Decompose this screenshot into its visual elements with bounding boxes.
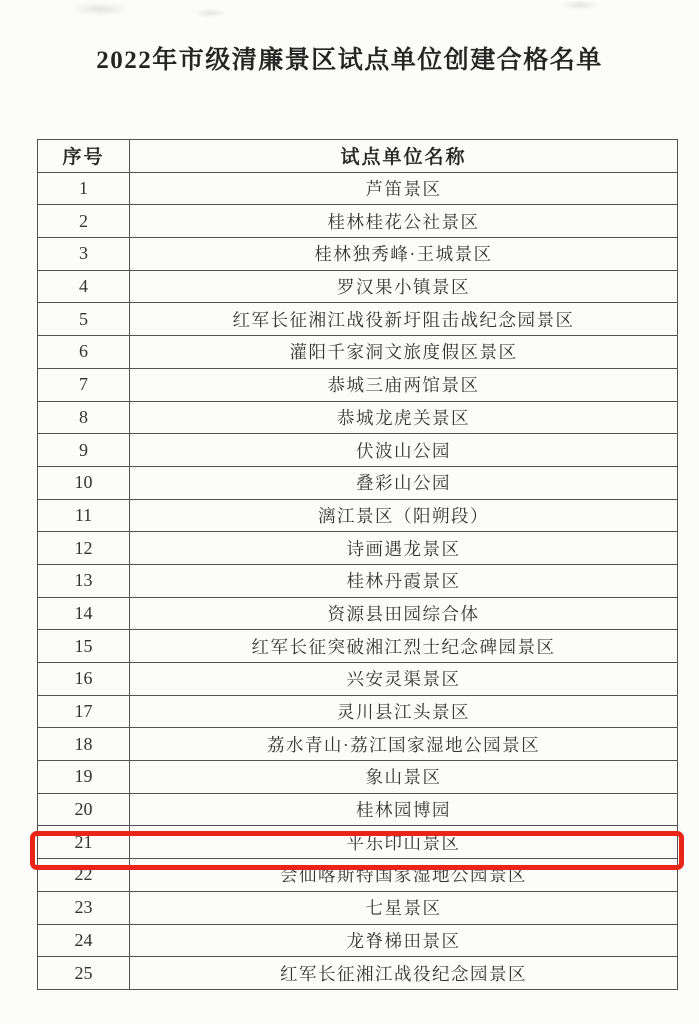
row-number-cell: 18: [38, 728, 130, 761]
row-number-cell: 17: [38, 695, 130, 728]
row-number-cell: 14: [38, 597, 130, 630]
scan-smudge: [70, 2, 130, 16]
row-number-cell: 2: [38, 205, 130, 238]
unit-name-cell: 荔水青山·荔江国家湿地公园景区: [130, 728, 678, 761]
unit-name-cell: 七星景区: [130, 891, 678, 924]
page-title: 2022年市级清廉景区试点单位创建合格名单: [96, 47, 603, 74]
table-row: [38, 434, 678, 467]
row-number-cell: 10: [38, 466, 130, 499]
unit-name-cell: 资源县田园综合体: [130, 597, 678, 630]
row-number-cell: 4: [38, 270, 130, 303]
unit-name-cell: 平乐印山景区: [130, 826, 678, 859]
row-number-cell: 11: [38, 499, 130, 532]
row-number-cell: 13: [38, 564, 130, 597]
unit-name-cell: 罗汉果小镇景区: [130, 270, 678, 303]
unit-name-cell: 红军长征湘江战役新圩阻击战纪念园景区: [130, 303, 678, 336]
header-cell-no: 序号: [38, 140, 130, 173]
table-row: [38, 303, 678, 336]
table-row: [38, 368, 678, 401]
scan-smudge: [560, 0, 600, 10]
table-row: [38, 793, 678, 826]
row-number-cell: 5: [38, 303, 130, 336]
unit-name-cell: 象山景区: [130, 761, 678, 794]
unit-name-cell: 会仙喀斯特国家湿地公园景区: [130, 859, 678, 892]
table-header-row: [38, 140, 678, 173]
header-cell-name: 试点单位名称: [130, 140, 678, 173]
row-number-cell: 25: [38, 957, 130, 990]
row-number-cell: 24: [38, 924, 130, 957]
row-number-cell: 15: [38, 630, 130, 663]
row-number-cell: 9: [38, 434, 130, 467]
table-row: [38, 564, 678, 597]
table-row: [38, 826, 678, 859]
unit-name-cell: 兴安灵渠景区: [130, 663, 678, 696]
row-number-cell: 1: [38, 172, 130, 205]
unit-name-cell: 红军长征突破湘江烈士纪念碑园景区: [130, 630, 678, 663]
table-row: [38, 924, 678, 957]
table-body: [38, 172, 678, 989]
row-number-cell: 3: [38, 238, 130, 271]
unit-name-cell: 叠彩山公园: [130, 466, 678, 499]
table-row: [38, 630, 678, 663]
table-header: [38, 140, 678, 173]
unit-name-cell: 伏波山公园: [130, 434, 678, 467]
unit-name-cell: 红军长征湘江战役纪念园景区: [130, 957, 678, 990]
qualified-units-table: [37, 139, 678, 990]
table-row: [38, 270, 678, 303]
row-number-cell: 21: [38, 826, 130, 859]
unit-name-cell: 芦笛景区: [130, 172, 678, 205]
unit-name-cell: 诗画遇龙景区: [130, 532, 678, 565]
table-row: [38, 891, 678, 924]
unit-name-cell: 恭城三庙两馆景区: [130, 368, 678, 401]
row-number-cell: 7: [38, 368, 130, 401]
table-row: [38, 597, 678, 630]
table-row: [38, 401, 678, 434]
unit-name-cell: 漓江景区（阳朔段）: [130, 499, 678, 532]
row-number-cell: 19: [38, 761, 130, 794]
row-number-cell: 16: [38, 663, 130, 696]
scan-smudge: [195, 8, 225, 18]
unit-name-cell: 灌阳千家洞文旅度假区景区: [130, 336, 678, 369]
table-row: [38, 859, 678, 892]
unit-name-cell: 龙脊梯田景区: [130, 924, 678, 957]
table-row: [38, 336, 678, 369]
unit-name-cell: 恭城龙虎关景区: [130, 401, 678, 434]
table-row: [38, 761, 678, 794]
table-row: [38, 532, 678, 565]
row-number-cell: 12: [38, 532, 130, 565]
table-row: [38, 172, 678, 205]
table-row: [38, 499, 678, 532]
table-row: [38, 205, 678, 238]
row-number-cell: 6: [38, 336, 130, 369]
unit-name-cell: 桂林独秀峰·王城景区: [130, 238, 678, 271]
unit-name-cell: 灵川县江头景区: [130, 695, 678, 728]
table-row: [38, 728, 678, 761]
table-row: [38, 466, 678, 499]
row-number-cell: 23: [38, 891, 130, 924]
unit-name-cell: 桂林桂花公社景区: [130, 205, 678, 238]
row-number-cell: 20: [38, 793, 130, 826]
row-number-cell: 22: [38, 859, 130, 892]
row-number-cell: 8: [38, 401, 130, 434]
table-row: [38, 957, 678, 990]
table-row: [38, 695, 678, 728]
table-row: [38, 238, 678, 271]
unit-name-cell: 桂林丹霞景区: [130, 564, 678, 597]
table-row: [38, 663, 678, 696]
unit-name-cell: 桂林园博园: [130, 793, 678, 826]
